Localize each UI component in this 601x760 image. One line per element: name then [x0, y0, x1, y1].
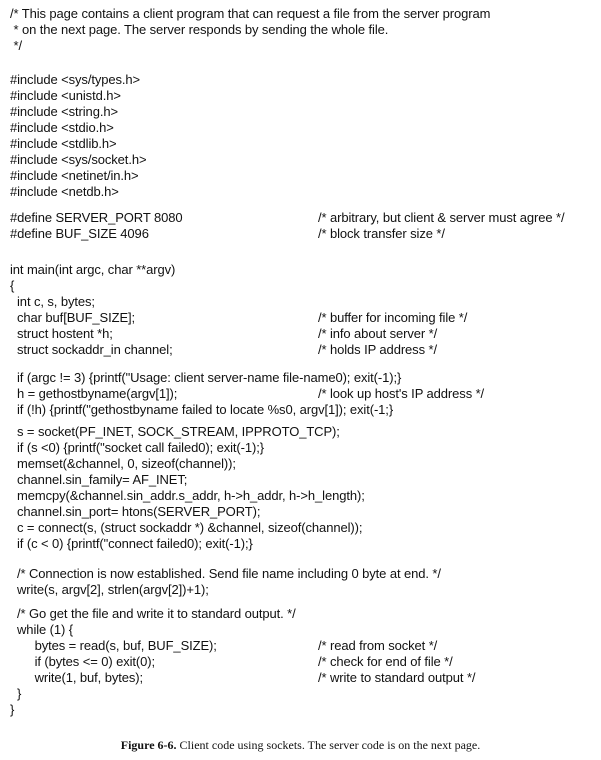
code-text: memset(&channel, 0, sizeof(channel)); — [10, 456, 236, 471]
code-text: memcpy(&channel.sin_addr.s_addr, h->h_addr, h->h_length); — [10, 488, 365, 503]
code-text: write(1, buf, bytes); — [10, 670, 144, 685]
code-comment: /* info about server */ — [318, 326, 438, 341]
code-text: if (bytes <= 0) exit(0); — [10, 654, 156, 669]
code-text: #include <netinet/in.h> — [10, 168, 139, 183]
code-text: #include <unistd.h> — [10, 88, 121, 103]
code-text: /* Connection is now established. Send file name including 0 byte at end. */ — [10, 566, 441, 581]
code-text: if (c < 0) {printf("connect failed0); exit(-1);} — [10, 536, 253, 551]
code-text: s = socket(PF_INET, SOCK_STREAM, IPPROTO_TCP); — [10, 424, 340, 439]
code-text: #include <sys/socket.h> — [10, 152, 147, 167]
code-text: struct hostent *h; — [10, 326, 113, 341]
code-text: write(s, argv[2], strlen(argv[2])+1); — [10, 582, 209, 597]
code-text: { — [10, 278, 15, 293]
figure-caption-text: Client code using sockets. The server code is on the next page. — [179, 738, 481, 752]
code-text: int main(int argc, char **argv) — [10, 262, 176, 277]
code-text: h = gethostbyname(argv[1]); — [10, 386, 178, 401]
code-text: /* This page contains a client program that can request a file from the server program — [10, 6, 491, 21]
code-text: if (argc != 3) {printf("Usage: client server-name file-name0); exit(-1);} — [10, 370, 402, 385]
code-comment: /* block transfer size */ — [318, 226, 445, 241]
code-text: } — [10, 686, 22, 701]
code-text: * on the next page. The server responds by sending the whole file. — [10, 22, 389, 37]
code-text: int c, s, bytes; — [10, 294, 95, 309]
code-comment: /* arbitrary, but client & server must agree */ — [318, 210, 565, 225]
figure-caption — [0, 738, 601, 752]
code-text: #define BUF_SIZE 4096 — [10, 226, 149, 241]
code-text: channel.sin_port= htons(SERVER_PORT); — [10, 504, 261, 519]
code-text: #include <stdlib.h> — [10, 136, 117, 151]
code-comment: /* buffer for incoming file */ — [318, 310, 468, 325]
code-text: bytes = read(s, buf, BUF_SIZE); — [10, 638, 217, 653]
code-text: #include <stdio.h> — [10, 120, 114, 135]
code-text: #include <sys/types.h> — [10, 72, 141, 87]
code-comment: /* look up host's IP address */ — [318, 386, 485, 401]
code-text: if (!h) {printf("gethostbyname failed to locate %s0, argv[1]); exit(-1;} — [10, 402, 394, 417]
code-comment: /* holds IP address */ — [318, 342, 437, 357]
code-comment: /* write to standard output */ — [318, 670, 476, 685]
code-text: #define SERVER_PORT 8080 — [10, 210, 183, 225]
code-comment: /* read from socket */ — [318, 638, 438, 653]
code-text: c = connect(s, (struct sockaddr *) &channel, sizeof(channel)); — [10, 520, 363, 535]
code-text: char buf[BUF_SIZE]; — [10, 310, 136, 325]
code-text: #include <string.h> — [10, 104, 118, 119]
code-text: */ — [10, 38, 22, 53]
code-text: if (s <0) {printf("socket call failed0); exit(-1);} — [10, 440, 264, 455]
code-text: channel.sin_family= AF_INET; — [10, 472, 188, 487]
code-comment: /* check for end of file */ — [318, 654, 453, 669]
figure-label: Figure 6-6. — [120, 738, 177, 752]
code-text: } — [10, 702, 15, 717]
code-text: while (1) { — [10, 622, 74, 637]
code-text: #include <netdb.h> — [10, 184, 119, 199]
code-text: /* Go get the file and write it to standard output. */ — [10, 606, 296, 621]
code-text: struct sockaddr_in channel; — [10, 342, 173, 357]
